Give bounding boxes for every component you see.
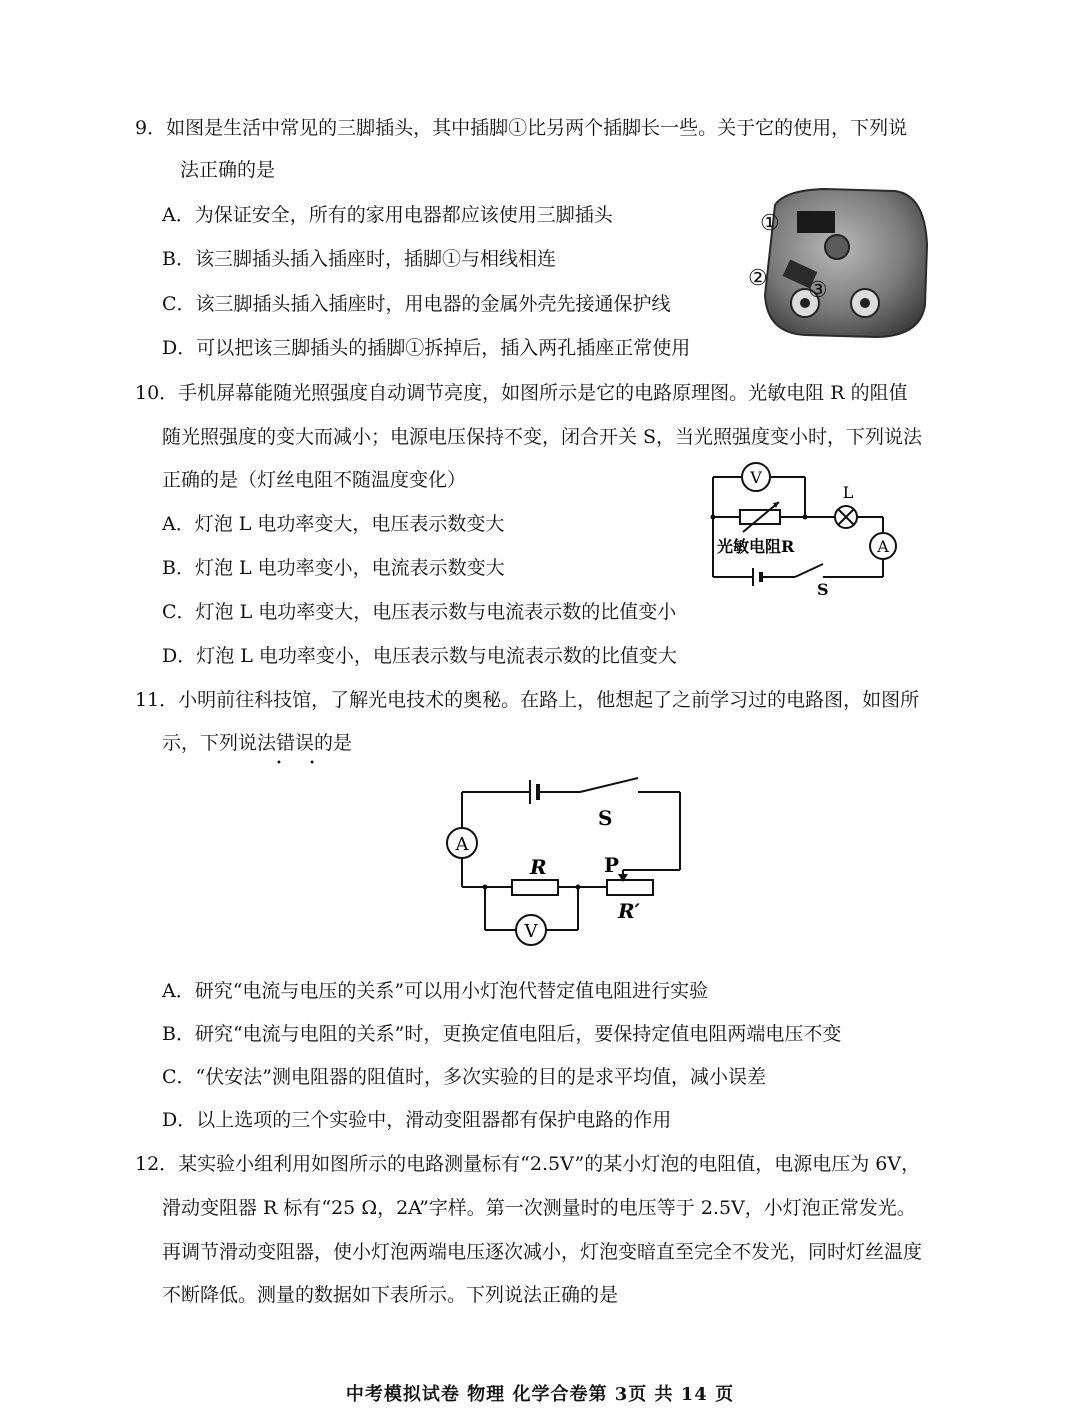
voltmeter-label: V (750, 468, 762, 487)
q9-option-d: D．可以把该三脚插头的插脚①拆掉后，插入两孔插座正常使用 (162, 337, 691, 359)
switch-label: S (598, 806, 613, 830)
q9-stem-line1: 9．如图是生活中常见的三脚插头，其中插脚①比另两个插脚长一些。关于它的使用，下列说 (135, 117, 908, 139)
rheostat-label: R′ (618, 899, 640, 923)
voltmeter-label: V (524, 921, 538, 942)
q11-option-a: A．研究“电流与电压的关系”可以用小灯泡代替定值电阻进行实验 (162, 980, 709, 1002)
ammeter-label: A (455, 834, 469, 855)
rheostat-circuit-figure (440, 770, 690, 950)
q12-stem-line1: 12．某实验小组利用如图所示的电路测量标有“2.5V”的某小灯泡的电阻值，电源电压为 6V， (135, 1153, 921, 1175)
ammeter-label: A (877, 537, 889, 556)
q11-stem-line1: 11．小明前往科技馆，了解光电技术的奥秘。在路上，他想起了之前学习过的电路图，如图所 (135, 689, 920, 711)
q10-stem-line2: 随光照强度的变大而减小；电源电压保持不变，闭合开关 S，当光照强度变小时，下列说法 (162, 426, 923, 448)
q11-option-c: C．“伏安法”测电阻器的阻值时，多次实验的目的是求平均值，减小误差 (162, 1066, 766, 1088)
photoresistor-label: 光敏电阻R (717, 537, 795, 556)
q12-stem-line4: 不断降低。测量的数据如下表所示。下列说法正确的是 (162, 1284, 619, 1306)
light-sensor-circuit-figure (705, 460, 905, 600)
center-pin (825, 235, 849, 259)
q12-stem-line3: 再调节滑动变阻器，使小灯泡两端电压逐次减小，灯泡变暗直至完全不发光，同时灯丝温度 (162, 1241, 923, 1263)
q11-stem-line2 (162, 731, 353, 769)
q10-option-a: A．灯泡 L 电功率变大，电压表示数变大 (162, 513, 505, 535)
q9-option-c: C．该三脚插头插入插座时，用电器的金属外壳先接通保护线 (162, 293, 671, 315)
resistor-label: R (530, 855, 547, 879)
label-pin-3: ③ (808, 278, 828, 303)
q10-stem-line3: 正确的是（灯丝电阻不随温度变化） (162, 469, 467, 491)
three-pin-plug-figure (745, 185, 935, 345)
q11-option-b: B．研究“电流与电阻的关系”时，更换定值电阻后，要保持定值电阻两端电压不变 (162, 1023, 842, 1045)
q10-option-c: C．灯泡 L 电功率变大，电压表示数与电流表示数的比值变小 (162, 601, 677, 623)
q9-stem-line2: 法正确的是 (180, 159, 276, 181)
emphasis-dots: • • (276, 758, 327, 769)
q10-option-b: B．灯泡 L 电功率变小，电流表示数变大 (162, 557, 505, 579)
q11-emphasis (276, 732, 327, 769)
q9-option-a: A．为保证安全，所有的家用电器都应该使用三脚插头 (162, 204, 613, 226)
q10-stem-line1: 10．手机屏幕能随光照强度自动调节亮度，如图所示是它的电路原理图。光敏电阻 R 的阻值 (135, 382, 908, 404)
q11-option-d: D．以上选项的三个实验中，滑动变阻器都有保护电路的作用 (162, 1109, 672, 1131)
label-pin-2: ② (748, 266, 768, 291)
page-footer: 中考模拟试卷 物理 化学合卷第 3页 共 14 页 (345, 1384, 735, 1405)
q9-option-b: B．该三脚插头插入插座时，插脚①与相线相连 (162, 248, 556, 270)
switch-label: S (817, 580, 829, 599)
fixed-resistor (512, 880, 558, 895)
q11-stem-after: 的是 (314, 732, 353, 754)
rheostat (607, 880, 653, 895)
label-pin-1: ① (760, 211, 780, 236)
pin-1 (797, 211, 835, 233)
q12-stem-line2: 滑动变阻器 R 标有“25 Ω，2A”字样。第一次测量时的电压等于 2.5V，小灯泡正常发光。 (162, 1197, 916, 1219)
q10-option-d: D．灯泡 L 电功率变小，电压表示数与电流表示数的比值变大 (162, 645, 677, 667)
q11-emphasis-word: 错误 (276, 732, 315, 754)
lamp-label: L (842, 483, 854, 502)
slider-label: P (604, 853, 620, 877)
q11-stem-before: 示，下列说法 (162, 732, 277, 754)
